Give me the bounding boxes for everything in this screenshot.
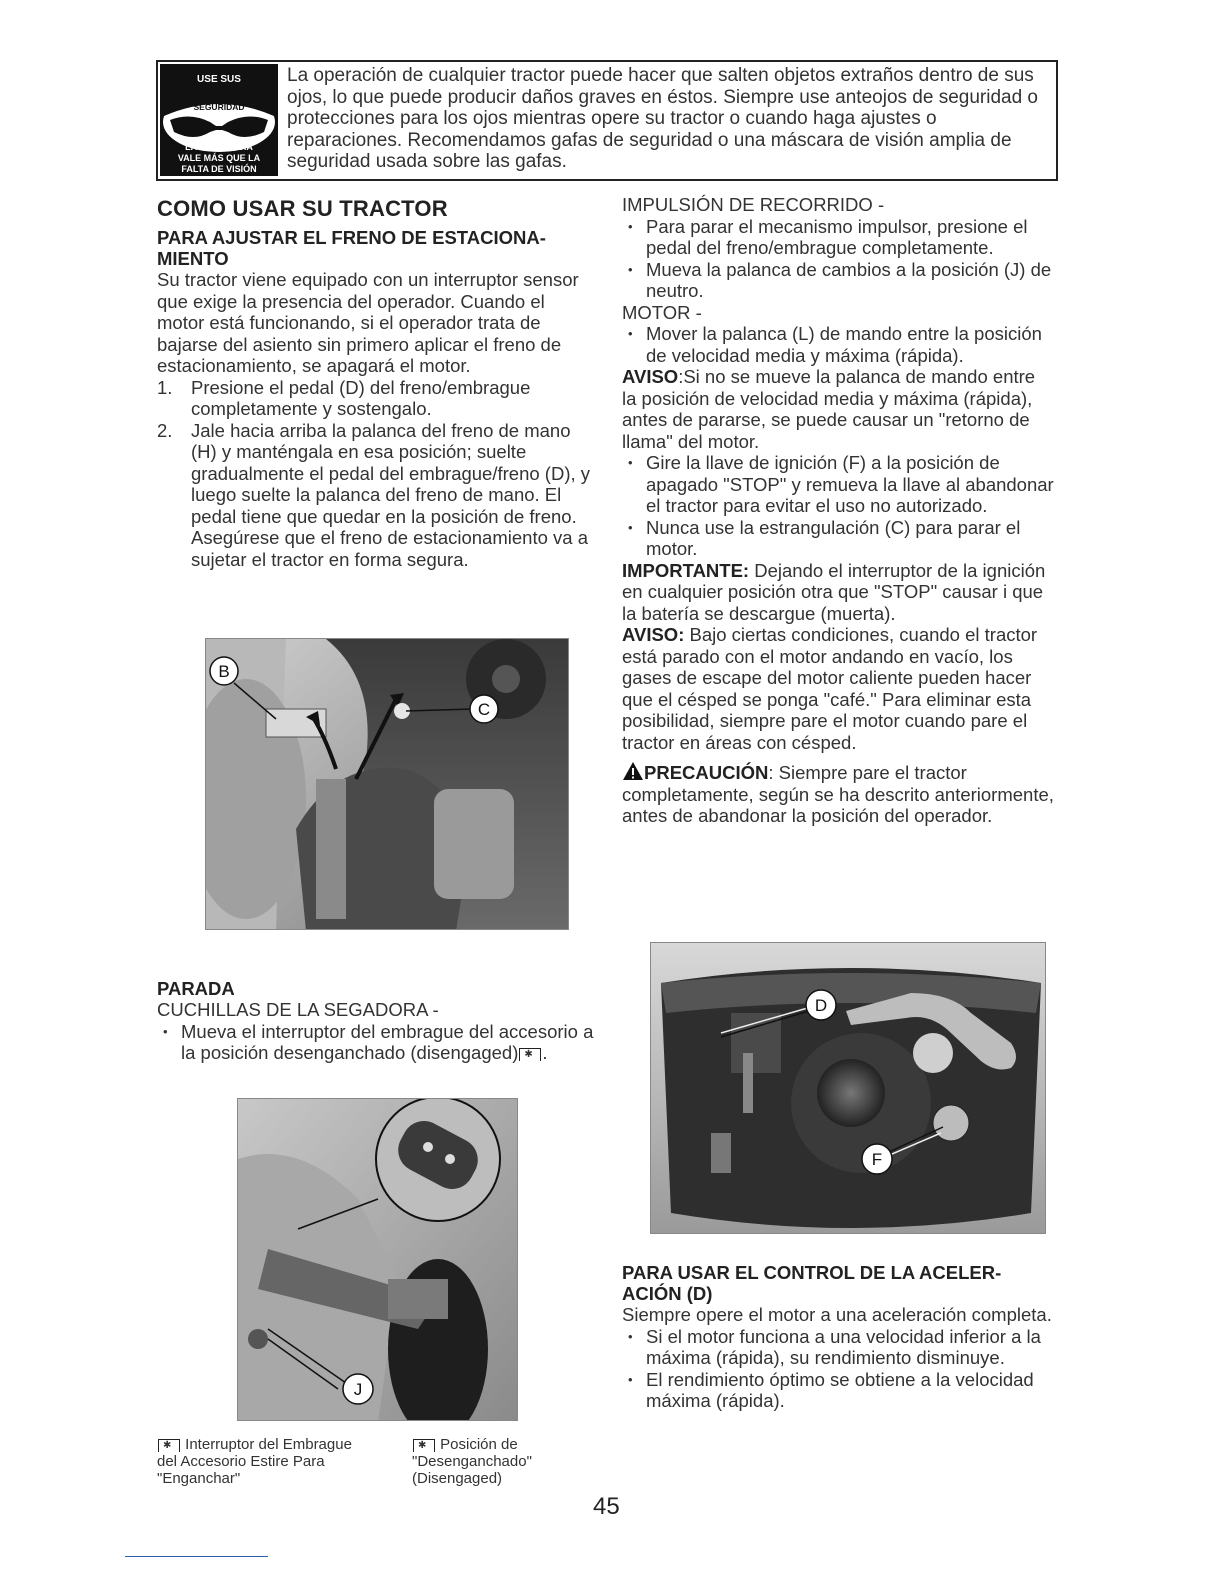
callout-f-label: F: [871, 1150, 883, 1169]
list-item: [157, 377, 597, 420]
step-number: 1.: [157, 376, 173, 398]
travel-drive-bullets: [622, 216, 1054, 302]
brake-lever-figure: [205, 638, 569, 930]
callout-b-label: B: [218, 662, 230, 681]
importante-label: IMPORTANTE:: [622, 559, 750, 581]
left-column: [157, 197, 597, 570]
aviso-grass: [622, 624, 1054, 753]
throttle-heading: PARA USAR EL CONTROL DE LA ACELER-ACIÓN (D): [622, 1262, 1002, 1304]
list-item: • Si el motor funciona a una velocidad inferior a la máxima (rápida), su rendimiento disminuye.: [622, 1326, 1054, 1369]
callout-j-label: J: [353, 1380, 363, 1399]
blades-heading: CUCHILLAS DE LA SEGADORA -: [157, 999, 439, 1020]
callout-d-label: D: [814, 996, 828, 1015]
icon-line-5: VALE MÁS QUE LA: [177, 153, 261, 163]
list-item: • Mover la palanca (L) de mando entre la posición de velocidad media y máxima (rápida).: [622, 323, 1054, 366]
step-text: Presione el pedal (D) del freno/embrague completamente y sostengalo.: [191, 376, 531, 419]
pto-disengaged-icon: [519, 1048, 541, 1061]
pto-disengage-caption: [412, 1436, 582, 1487]
precaucion-text: : Siempre pare el tractor completamente, según se ha descrito anteriormente, antes de abandonar la posición del operador.: [622, 762, 1054, 826]
throttle-bullets: [622, 1326, 1054, 1412]
parking-brake-steps: [157, 377, 597, 571]
motor-bullets: [622, 323, 1054, 366]
pto-disengage-caption-text: Posición de "Desenganchado" (Disengaged): [412, 1436, 532, 1487]
safety-warning-text: La operación de cualquier tractor puede hacer que salten objetos extraños dentro de sus ojos, lo que puede producir daños graves en éstos. Siempre use anteojos de seguridad o protecciones para los ojos mientras opere su tractor o cuando haga ajustes o reparaciones. Recomendamos gafas de seguridad o una máscara de visión amplia de seguridad usada sobre las gafas.: [287, 65, 1038, 172]
step-number: 2.: [157, 419, 173, 441]
throttle-ignition-figure: [650, 942, 1046, 1234]
stop-section: [157, 978, 597, 1064]
parking-brake-intro: Su tractor viene equipado con un interruptor sensor que exige la presencia del operador. Cuando el motor está funcionando, si el operador trata de bajarse del asiento sin primero aplicar el freno de estacionamiento, se apagará el motor.: [157, 269, 579, 376]
parking-brake-heading: PARA AJUSTAR EL FRENO DE ESTACIONA-MIENTO: [157, 227, 546, 269]
blades-bullet-end: .: [542, 1042, 548, 1063]
aviso-text: :Si no se mueve la palanca de mando entre la posición de velocidad media y máxima (rápida), antes de pararse, se puede causar un "retorno de llama" del motor.: [622, 366, 1036, 452]
travel-drive-heading: IMPULSIÓN DE RECORRIDO -: [622, 194, 885, 215]
icon-line-1: USE SUS: [197, 74, 241, 85]
pto-engage-caption: [157, 1436, 357, 1487]
pto-engage-caption-text: Interruptor del Embrague del Accesorio Estire Para "Enganchar": [157, 1436, 352, 1487]
icon-line-3: SEGURIDAD: [193, 102, 245, 112]
section-title: COMO USAR SU TRACTOR: [157, 196, 448, 221]
icon-line-4: LA PRUDENCIA: [185, 142, 253, 152]
blades-bullet-text: Mueva el interruptor del embrague del accesorio a la posición desenganchado (disengaged): [181, 1020, 594, 1063]
list-item: [157, 1021, 597, 1064]
aviso-label: AVISO: [622, 366, 679, 387]
precaucion-note: [622, 761, 1054, 827]
warning-triangle-icon: [622, 761, 644, 781]
pto-switch-figure: [237, 1098, 518, 1421]
list-item: • El rendimiento óptimo se obtiene a la velocidad máxima (rápida).: [622, 1369, 1054, 1412]
icon-line-2: ANTEOJOS DE: [188, 92, 250, 102]
throttle-section: [622, 1262, 1054, 1412]
icon-line-6: FALTA DE VISIÓN: [181, 164, 257, 174]
throttle-intro: Siempre opere el motor a una aceleración completa.: [622, 1304, 1052, 1325]
list-item: • Nunca use la estrangulación (C) para parar el motor.: [622, 517, 1054, 560]
right-column: [622, 194, 1054, 827]
aviso-text: Bajo ciertas condiciones, cuando el tractor está parado con el motor andando en vacío, los gases de escape del motor caliente pueden hacer que el césped se ponga "café." Para eliminar esta posibilidad, siempre pare el motor cuando pare el tractor en áreas con césped.: [622, 624, 1038, 753]
page-number: 45: [593, 1493, 620, 1520]
list-item: • Gire la llave de ignición (F) a la posición de apagado "STOP" y remueva la llave al abandonar el tractor para evitar el uso no autorizado.: [622, 452, 1054, 517]
importante-text: Dejando el interruptor de la ignición en cualquier posición otra que "STOP" causar i que la batería se descargue (muerta).: [622, 559, 1046, 624]
step-text: Jale hacia arriba la palanca del freno de mano (H) y manténgala en esa posición; suelte gradualmente el pedal del embrague/freno (D), y luego suelte la palanca del freno de mano. El pedal tiene que quedar en la posición de freno. Asegúrese que el freno de estacionamiento va a sujetar el tractor en forma segura.: [191, 419, 591, 570]
motor-bullets-2: [622, 452, 1054, 560]
list-item: • Para parar el mecanismo impulsor, presione el pedal del freno/embrague completamente.: [622, 216, 1054, 259]
blades-bullets: [157, 1021, 597, 1064]
aviso-backfire: [622, 366, 1054, 452]
precaucion-label: PRECAUCIÓN: [644, 762, 769, 783]
list-item: [157, 420, 597, 571]
safety-glasses-warning-icon: [160, 64, 278, 176]
importante-note: [622, 560, 1054, 625]
motor-heading: MOTOR -: [622, 301, 702, 323]
footer-rule: [125, 1556, 268, 1557]
callout-c-label: C: [477, 700, 491, 719]
list-item: • Mueva la palanca de cambios a la posición (J) de neutro.: [622, 259, 1054, 302]
pto-engaged-icon: [158, 1439, 180, 1452]
stop-heading: PARADA: [157, 978, 235, 999]
pto-disengaged-caption-icon: [413, 1439, 435, 1452]
aviso-label: AVISO:: [622, 624, 685, 645]
